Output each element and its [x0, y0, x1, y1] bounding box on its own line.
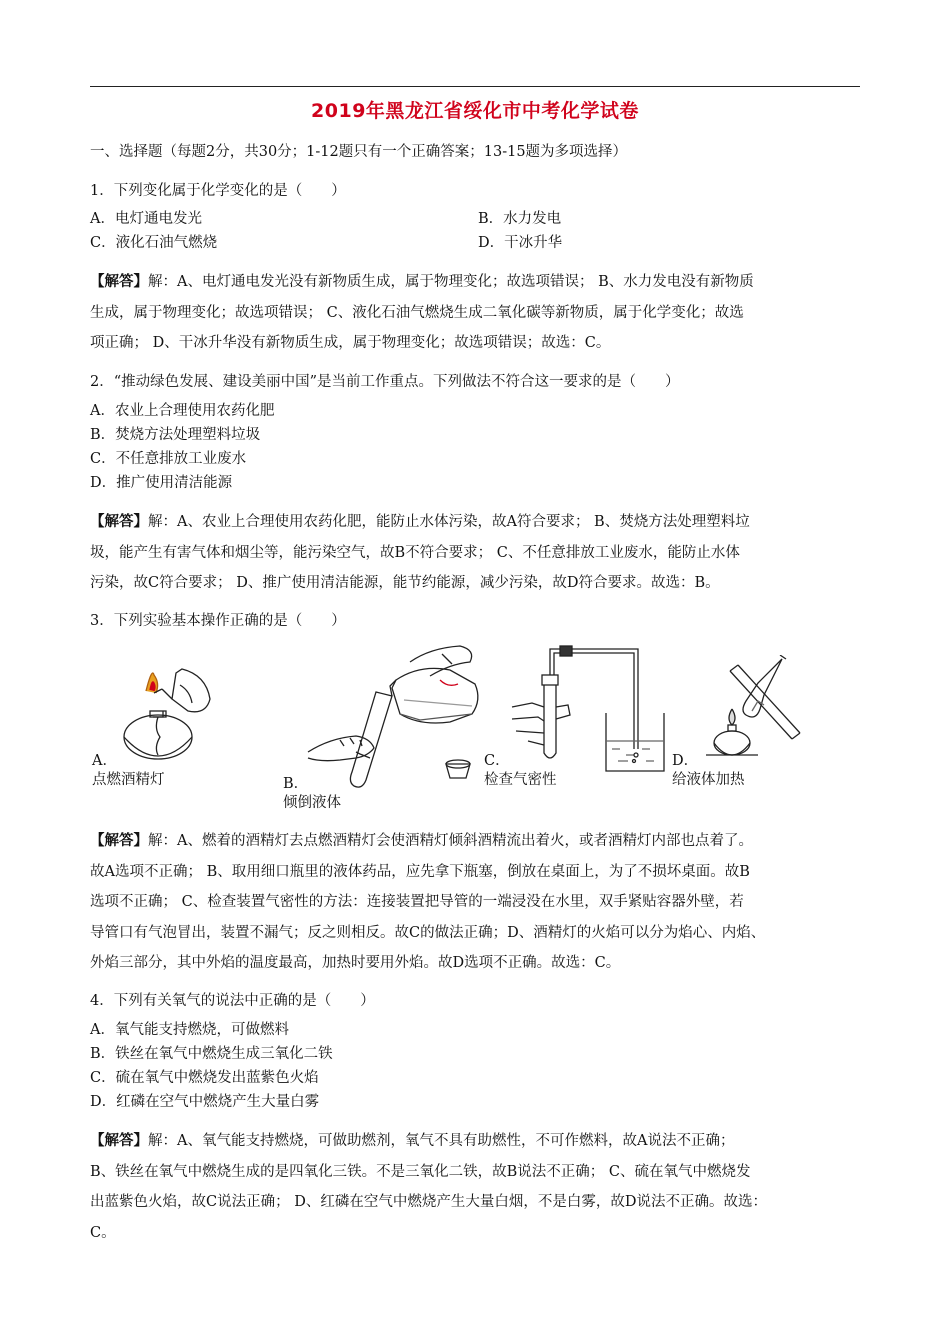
figure-a-lighting-lamp — [110, 655, 230, 770]
figure-a-caption: 点燃酒精灯 — [92, 772, 165, 788]
q2-option-d: D．推广使用清洁能源 — [90, 475, 233, 491]
q2-answer — [90, 507, 862, 599]
figure-b-caption: 倾倒液体 — [283, 795, 341, 811]
answer-line: 选项不正确； C、检查装置气密性的方法：连接装置把导管的一端浸没在水里，双手紧贴容器外壁，若 — [90, 894, 744, 910]
answer-tag: 【解答】 — [90, 832, 148, 849]
q2-option-b: B．焚烧方法处理塑料垃圾 — [90, 427, 261, 443]
q1-option-a: A．电灯通电发光 — [90, 211, 202, 227]
question-2-stem: 2．“推动绿色发展、建设美丽中国”是当前工作重点。下列做法不符合这一要求的是（ ） — [90, 374, 680, 390]
figure-c-letter: C． — [484, 753, 510, 769]
answer-line: 污染，故C符合要求； D、推广使用清洁能源，能节约能源，减少污染，故D符合要求。故选：B。 — [90, 575, 720, 591]
question-3-stem: 3．下列实验基本操作正确的是（ ） — [90, 613, 346, 629]
answer-line: 出蓝紫色火焰，故C说法正确； D、红磷在空气中燃烧产生大量白烟，不是白雾，故D说法不正确。故选： — [90, 1194, 767, 1210]
question-1-stem: 1．下列变化属于化学变化的是（ ） — [90, 183, 346, 199]
answer-line: 圾，能产生有害气体和烟尘等，能污染空气，故B不符合要求； C、不任意排放工业废水，能防止水体 — [90, 544, 740, 561]
section-heading: 一、选择题（每题2分，共30分；1-12题只有一个正确答案；13-15题为多项选择） — [90, 144, 628, 160]
q2-option-a: A．农业上合理使用农药化肥 — [90, 403, 275, 419]
q1-option-b: B．水力发电 — [478, 211, 562, 227]
answer-line: 导管口有气泡冒出，装置不漏气；反之则相反。故C的做法正确；D、酒精灯的火焰可以分为焰心、内焰、 — [90, 924, 766, 941]
q4-option-c: C．硫在氧气中燃烧发出蓝紫色火焰 — [90, 1070, 319, 1086]
figure-c-checking-airtightness — [508, 645, 668, 775]
q1-option-c: C．液化石油气燃烧 — [90, 235, 218, 251]
answer-line: C。 — [90, 1224, 116, 1241]
figure-b-letter: B． — [283, 776, 309, 792]
answer-tag: 【解答】 — [90, 1132, 148, 1149]
q2-option-c: C．不任意排放工业废水 — [90, 451, 247, 467]
question-4-stem: 4．下列有关氧气的说法中正确的是（ ） — [90, 993, 375, 1009]
answer-line: 解：A、农业上合理使用农药化肥，能防止水体污染，故A符合要求； B、焚烧方法处理塑料垃 — [148, 514, 750, 530]
answer-line: 故A选项不正确； B、取用细口瓶里的液体药品，应先拿下瓶塞，倒放在桌面上，为了不损坏桌面。故B — [90, 863, 750, 880]
figure-d-letter: D． — [672, 753, 699, 769]
answer-line: 生成，属于物理变化；故选项错误； C、液化石油气燃烧生成二氧化碳等新物质，属于化学变化；故选 — [90, 304, 744, 321]
answer-line: B、铁丝在氧气中燃烧生成的是四氧化三铁。不是三氧化二铁，故B说法不正确； C、硫在氧气中燃烧发 — [90, 1163, 751, 1180]
answer-line: 解：A、燃着的酒精灯去点燃酒精灯会使酒精灯倾斜酒精流出着火，或者酒精灯内部也点着了。 — [148, 833, 753, 849]
figure-a-letter: A． — [92, 753, 117, 769]
q4-option-a: A．氧气能支持燃烧，可做燃料 — [90, 1022, 289, 1038]
figure-d-caption: 给液体加热 — [672, 772, 745, 788]
figure-b-pouring-liquid — [300, 640, 490, 790]
q4-option-b: B．铁丝在氧气中燃烧生成三氧化二铁 — [90, 1046, 333, 1062]
figure-c-caption: 检查气密性 — [484, 772, 557, 788]
answer-line: 解：A、电灯通电发光没有新物质生成，属于物理变化；故选项错误； B、水力发电没有新物质 — [148, 274, 754, 290]
answer-line: 项正确； D、干冰升华没有新物质生成，属于物理变化；故选项错误；故选：C。 — [90, 335, 611, 351]
q4-answer — [90, 1126, 862, 1248]
answer-tag: 【解答】 — [90, 513, 148, 530]
q1-option-d: D．干冰升华 — [478, 235, 563, 251]
q3-answer — [90, 826, 862, 979]
answer-tag: 【解答】 — [90, 273, 148, 290]
page-title: 2019年黑龙江省绥化市中考化学试卷 — [311, 100, 639, 122]
header-rule — [90, 86, 860, 87]
answer-line: 外焰三部分，其中外焰的温度最高，加热时要用外焰。故D选项不正确。故选：C。 — [90, 955, 621, 971]
q1-answer — [90, 267, 862, 359]
figure-d-heating-liquid — [700, 655, 820, 770]
q4-option-d: D．红磷在空气中燃烧产生大量白雾 — [90, 1094, 320, 1110]
answer-line: 解：A、氧气能支持燃烧，可做助燃剂，氧气不具有助燃性，不可作燃料，故A说法不正确； — [148, 1133, 735, 1149]
